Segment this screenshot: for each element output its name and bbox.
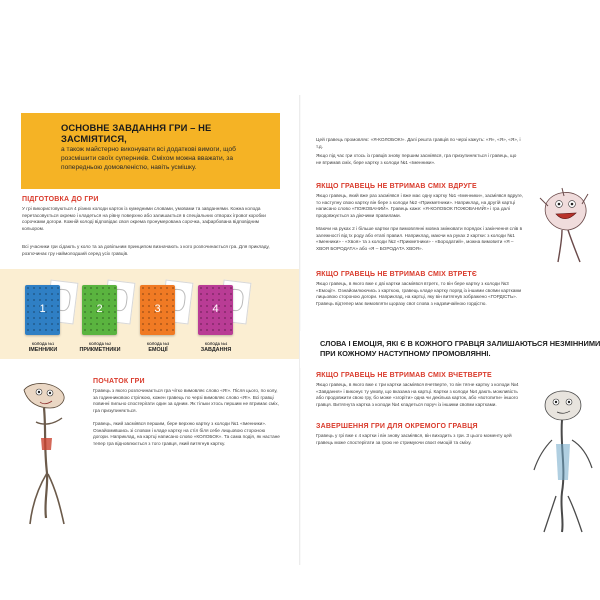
second-laugh-paragraph-1: Якщо гравець, який вже раз засміявся і вже має одну картку №1 «Іменники», засміявся вдруге, то наступну свою картку він бере з колоди №2 «Прикметники». Наприклад, на другій картці написано слово «ПОЖОВАНИЙ». Гравець каже: «Я-КОЛОБОК ПОЖОВАНИЙ!» і гра далі продовжується за діючими правилами. (316, 193, 524, 218)
right-page (300, 0, 600, 600)
prep-heading: ПІДГОТОВКА ДО ГРИ (22, 196, 99, 203)
intro-body: а також майстерно виконувати всі додаткові вимоги, щоб розсмішити своїх суперників. Сміхом можна вважати, за попередньою домовленістю, навіть усмішку. (61, 146, 236, 171)
intro-box (21, 113, 280, 189)
fourth-laugh-paragraph: Якщо гравець, в якого вже є три картки засміявся вчетверте, то він тягне картку з колоди №4 «Завдання» і виконує ту умову, що вказана на картці. Картки з колоди №4 дають можливість або продовжити свою гру, бо може «згоріти» одна чи декілька карток, або «вотопити» іншого гравця. Витягнута картка з колоди №4 кладеться поруч із іншими своїми картками. (316, 382, 519, 407)
intro-title: ОСНОВНЕ ЗАВДАННЯ ГРИ – НЕ ЗАСМІЯТИСЯ, (61, 122, 212, 144)
intro-paragraph-right: Цей гравець промовляє: «Я-КОЛОБОК!». Далі решта гравців по черзі кажуть: «Я», «Я», «Я», і т.д. (316, 137, 521, 149)
deck-1-card: 1 (25, 285, 60, 335)
creature-illustration-top-right (532, 184, 600, 264)
deck-4-caption: КОЛОДА №4 ЗАВДАННЯ (200, 342, 232, 353)
deck-3-caption: КОЛОДА №3 ЕМОЦІЇ (146, 342, 170, 353)
emphasis-text: СЛОВА І ЕМОЦІЯ, ЯКІ Є В КОЖНОГО ГРАВЦЯ ЗАЛИШАЮТЬСЯ НЕЗМІННИМИ ПРИ КОЖНОМУ НАСТУПНОМУ ПРОМОВЛЯННІ. (320, 339, 600, 358)
third-laugh-heading: ЯКЩО ГРАВЕЦЬ НЕ ВТРИМАВ СМІХ ВТРЕТЄ (316, 271, 478, 278)
second-laugh-paragraph-2: Маючи на руках 2 і більше картки при вимовлянні мовна змінювати порядок і закінчення слів в залежності від їх роду або етапі правил. Наприклад, маючи на руках 2 картки: з колоди №1 «Іменники» - «Хвоя» та з колоди №2 «Прикметники» - «Бородатий», можна вимовити «Я – ХВОЯ БОРОДАТА» або «Я – БОРОДАТА ХВОЯ». (316, 226, 523, 251)
creature-illustration-left (14, 378, 84, 528)
prep-paragraph-2: Всі учасники гри сідають у коло та за довільним принципом визначають з кого розпочинається гра. Для прикладу, розпочинає гру наймолодший серед усіх гравців. (22, 244, 270, 256)
end-game-heading: ЗАВЕРШЕННЯ ГРИ ДЛЯ ОКРЕМОГО ГРАВЦЯ (316, 423, 478, 430)
prep-paragraph-1: У грі використовуються 4 різних колоди карток із кумедними словами, умовами та завданнями. Кожна колода перетасовується окремо і кладеться на рівну поверхню або залишається в спеціальних отворах ігрової коробки сорочками догори. Кожній колоді відповідає своя окрема пронумерована сорочка, зафарбована відповідним кольором. (22, 206, 266, 231)
deck-4-card: 4 (198, 285, 233, 335)
creature-illustration-bottom-right (526, 384, 600, 534)
deck-2-caption: КОЛОДА №2 ПРИКМЕТНИКИ (79, 342, 121, 353)
third-laugh-paragraph: Якщо гравець, в якого вже є дві картки засміявся втретє, то він бере картку з колоди №3 «Емоції». Ознайомлюючись з карткою, гравець кладе картку поряд із іншими своїми картками лицьовою стороною догори. Наприклад, на картці, яку він витягнув зображено «ГОРДІСТЬ». Гравець відтепер має вимовляти щоразу свої слова з надзвичайною гордістю. (316, 281, 522, 306)
start-heading: ПОЧАТОК ГРИ (93, 378, 145, 385)
second-laugh-heading: ЯКЩО ГРАВЕЦЬ НЕ ВТРИМАВ СМІХ ВДРУГЕ (316, 183, 477, 190)
start-paragraph-2: Гравець, який засміявся першим, бере верхню картку з колоди №1 «Іменники». Ознайомившись зі словом і кладе картку на стіл біля себе лицьовою стороною догори. Наприклад, на картці написано слово «КОЛОБОК». Та сама подія, як настане тепер гра відновлюється з того гравця, який витягнув картку. (93, 421, 280, 446)
emphasis-box (300, 331, 600, 368)
start-paragraph-1: Гравець з якого розпочинається гра чітко вимовляє слово «Я!». Після цього, по колу, за годинниковою стрілкою, кожен гравець по черзі вимовляє слово «Я!». Всі гравці повинні пильно спостерігати один за одним. Як тільки хтось першим не втримає сміх, гра призупиняється. (93, 388, 279, 413)
fourth-laugh-heading: ЯКЩО ГРАВЕЦЬ НЕ ВТРИМАВ СМІХ ВЧЕТВЕРТЕ (316, 372, 492, 379)
deck-1-caption: КОЛОДА №1 ІМЕННИКИ (28, 342, 58, 353)
end-game-paragraph: Гравець у грі вже є 4 картки і він знову засміявся, він виходить з гри. З цього моменту цей гравець може спостерігати за грою не стримуючи своєї емоцій та сміху. (316, 433, 512, 445)
deck-3-card: 3 (140, 285, 175, 335)
decks-band (0, 269, 300, 359)
intro-paragraph-right-2: Якщо під час гри хтось із гравців знову першим засміявся, гра призупиняється і гравець, що не втримав сміх, бере картку з колоди №1 «Іменники». (316, 153, 517, 165)
deck-2-card: 2 (82, 285, 117, 335)
